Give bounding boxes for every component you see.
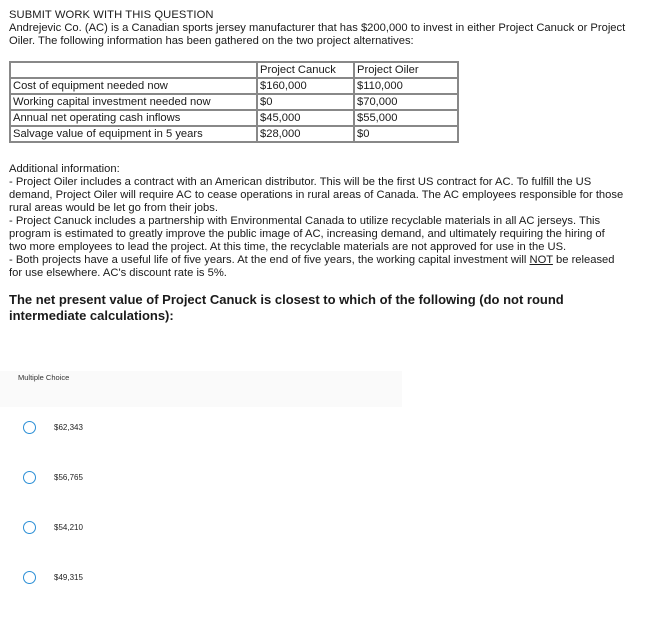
table-header-oiler: Project Oiler — [354, 62, 458, 78]
oiler-value: $55,000 — [354, 110, 458, 126]
info-line: program is estimated to greatly improve the public image of AC, increasing demand, and ultimately requiring the hiring of — [9, 228, 605, 240]
info-line: - Project Oiler includes a contract with an American distributor. This will be the first US contract for AC. To fulfill the US — [9, 176, 592, 188]
row-label: Annual net operating cash inflows — [10, 110, 257, 126]
canuck-value: $45,000 — [257, 110, 354, 126]
answer-option-3[interactable] — [23, 518, 83, 536]
answer-option-label[interactable]: $62,343 — [54, 422, 83, 432]
info-line: - Project Canuck includes a partnership with Environmental Canada to utilize recyclable materials in all AC jerseys. This — [9, 215, 601, 227]
info-line — [9, 254, 639, 267]
answer-option-2[interactable] — [23, 468, 83, 486]
answer-option-4[interactable] — [23, 568, 83, 586]
oiler-value: $0 — [354, 126, 458, 142]
question-line-2: intermediate calculations): — [9, 308, 174, 323]
canuck-value: $0 — [257, 94, 354, 110]
table-header-canuck: Project Canuck — [257, 62, 354, 78]
table-row — [10, 110, 458, 126]
info-line: two more employees to lead the project. At this time, the recyclable materials are not approved for use in the US. — [9, 241, 567, 253]
row-label: Cost of equipment needed now — [10, 78, 257, 94]
table-row — [10, 78, 458, 94]
radio-button-icon[interactable] — [23, 521, 36, 534]
radio-button-icon[interactable] — [23, 421, 36, 434]
submit-work-title: SUBMIT WORK WITH THIS QUESTION — [9, 9, 214, 21]
intro-line-2: Oiler. The following information has been gathered on the two project alternatives: — [9, 35, 414, 47]
question-prompt — [9, 292, 609, 324]
multiple-choice-options — [0, 407, 402, 597]
radio-button-icon[interactable] — [23, 471, 36, 484]
info-line: for use elsewhere. AC's discount rate is 5%. — [9, 267, 227, 279]
info-line-text: - Both projects have a useful life of five years. At the end of five years, the working capital investment will — [9, 254, 530, 266]
info-line-text: be released — [552, 254, 615, 266]
row-label: Salvage value of equipment in 5 years — [10, 126, 257, 142]
table-row — [10, 94, 458, 110]
table-header-row — [10, 62, 458, 78]
answer-option-label[interactable]: $54,210 — [54, 522, 83, 532]
radio-button-icon[interactable] — [23, 571, 36, 584]
project-table — [9, 61, 459, 143]
info-heading: Additional information: — [9, 163, 120, 175]
answer-option-1[interactable] — [23, 418, 83, 436]
answer-option-label[interactable]: $56,765 — [54, 472, 83, 482]
question-line-1: The net present value of Project Canuck is closest to which of the following (do not round — [9, 292, 564, 307]
canuck-value: $160,000 — [257, 78, 354, 94]
answer-option-label[interactable]: $49,315 — [54, 572, 83, 582]
row-label: Working capital investment needed now — [10, 94, 257, 110]
oiler-value: $70,000 — [354, 94, 458, 110]
table-header-blank — [10, 62, 257, 78]
intro-line-1: Andrejevic Co. (AC) is a Canadian sports jersey manufacturer that has $200,000 to invest in either Project Canuck or Project — [9, 22, 626, 34]
additional-information — [9, 163, 639, 280]
oiler-value: $110,000 — [354, 78, 458, 94]
table-row — [10, 126, 458, 142]
question-header — [9, 9, 639, 48]
info-line: rural areas would be let go from their jobs. — [9, 202, 218, 214]
canuck-value: $28,000 — [257, 126, 354, 142]
info-line: demand, Project Oiler will require AC to cease operations in rural areas of Canada. The AC employees responsible for those — [9, 189, 624, 201]
multiple-choice-heading: Multiple Choice — [18, 373, 70, 382]
multiple-choice-panel — [0, 371, 402, 597]
not-emphasis: NOT — [529, 254, 553, 266]
